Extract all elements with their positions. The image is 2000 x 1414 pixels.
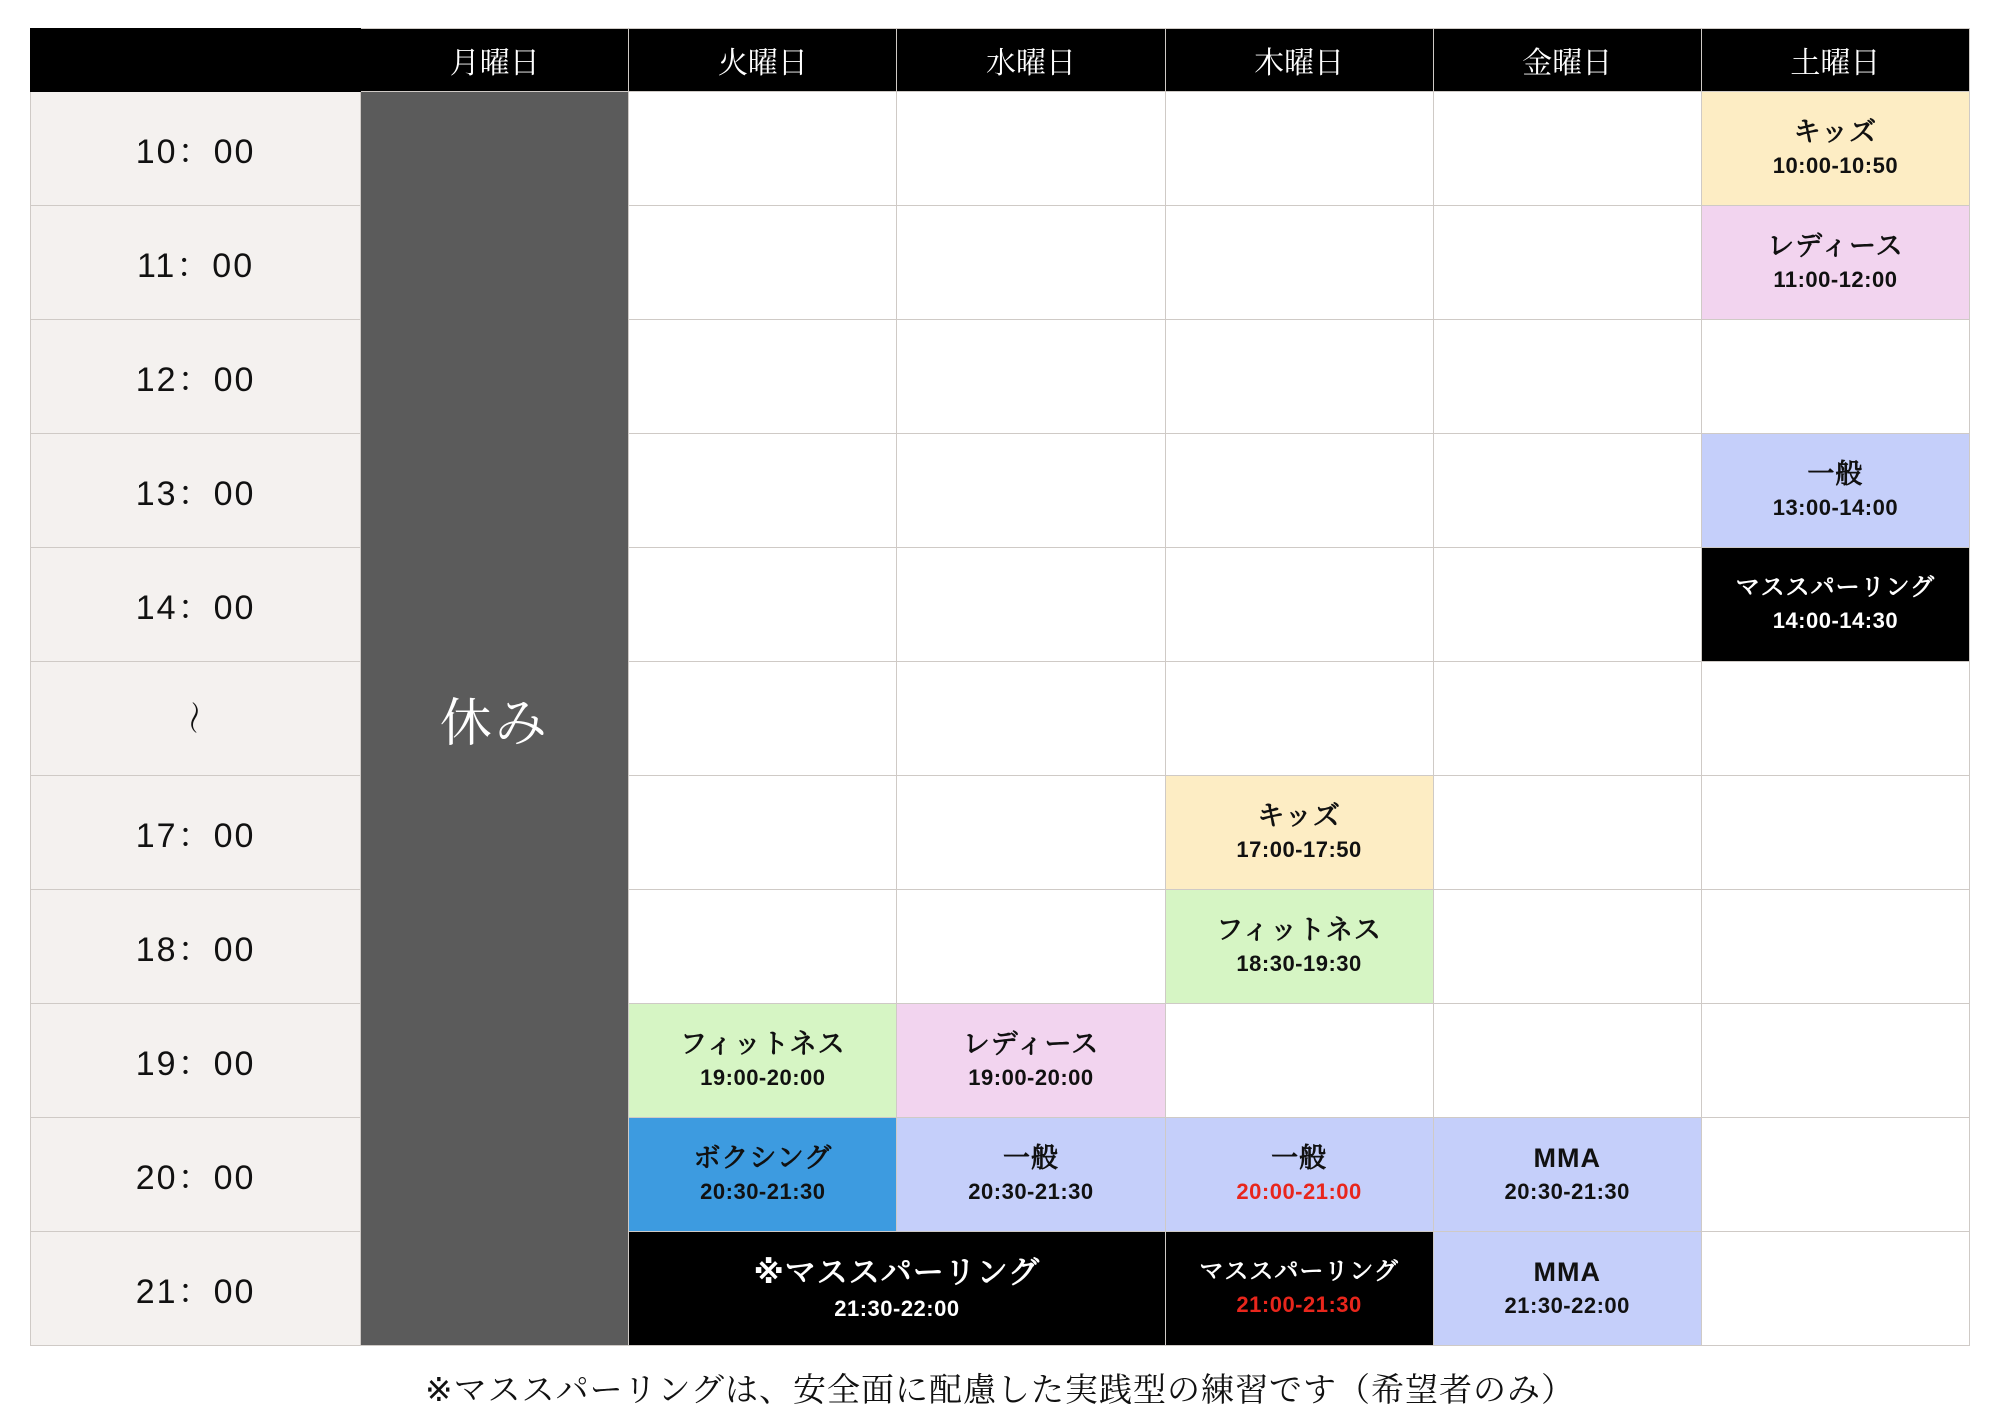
class-name: MMA: [1533, 1143, 1601, 1173]
class-block-wed-ladies[interactable]: [897, 1004, 1164, 1117]
cell-fri-1700: [1433, 776, 1701, 890]
time-label-1700: 17：00: [31, 776, 361, 890]
header-corner: [31, 29, 361, 92]
cell-wed-range: [897, 662, 1165, 776]
cell-tue-1300: [629, 434, 897, 548]
class-time: 13:00-14:00: [1772, 495, 1899, 521]
table-row: [31, 1004, 1970, 1118]
cell-thu-1900: [1165, 1004, 1433, 1118]
time-label-1300: 13：00: [31, 434, 361, 548]
cell-wed-1900[interactable]: [897, 1004, 1165, 1118]
cell-sat-1200: [1701, 320, 1969, 434]
class-block-tue-fitness[interactable]: [629, 1004, 896, 1117]
footnote-text: ※マススパーリングは、安全面に配慮した実践型の練習です（希望者のみ）: [425, 1371, 1575, 1408]
cell-thu-range: [1165, 662, 1433, 776]
class-time: 21:30-22:00: [1504, 1293, 1630, 1319]
time-label-1000: 10：00: [31, 92, 361, 206]
cell-thu-1200: [1165, 320, 1433, 434]
cell-sat-2100: [1701, 1232, 1969, 1346]
class-time: 10:00-10:50: [1772, 153, 1899, 179]
class-time: 20:30-21:30: [968, 1179, 1094, 1205]
class-name: レディース: [962, 1029, 1100, 1059]
cell-wed-1200: [897, 320, 1165, 434]
cell-wed-1000: [897, 92, 1165, 206]
time-label-2000: 20：00: [31, 1118, 361, 1232]
cell-tue-2000[interactable]: [629, 1118, 897, 1232]
cell-fri-1100: [1433, 206, 1701, 320]
table-row: [31, 1232, 1970, 1346]
closed-cell-monday: 休み: [361, 92, 629, 1346]
cell-sat-1700: [1701, 776, 1969, 890]
table-row: [31, 92, 1970, 206]
cell-tue-1700: [629, 776, 897, 890]
cell-thu-1100: [1165, 206, 1433, 320]
cell-wed-1800: [897, 890, 1165, 1004]
cell-sat-2000: [1701, 1118, 1969, 1232]
cell-fri-1900: [1433, 1004, 1701, 1118]
class-name: キッズ: [1257, 801, 1341, 831]
time-label-range: [31, 662, 361, 776]
cell-tue-1900[interactable]: [629, 1004, 897, 1118]
class-name: マススパーリング: [1199, 1257, 1399, 1285]
table-row: [31, 662, 1970, 776]
class-block-sat-ladies[interactable]: [1702, 206, 1969, 319]
table-row: [31, 890, 1970, 1004]
cell-tue-1400: [629, 548, 897, 662]
class-time: 19:00-20:00: [700, 1065, 826, 1091]
class-time: 21:30-22:00: [834, 1295, 960, 1321]
class-name: 一般: [1807, 459, 1864, 489]
cell-tue-range: [629, 662, 897, 776]
table-row: [31, 1118, 1970, 1232]
table-row: [31, 548, 1970, 662]
header-day-tuesday: 火曜日: [629, 29, 897, 92]
class-time: 19:00-20:00: [968, 1065, 1094, 1091]
cell-fri-range: [1433, 662, 1701, 776]
cell-thu-1000: [1165, 92, 1433, 206]
header-day-monday: 月曜日: [361, 29, 629, 92]
class-block-fri-mma-late[interactable]: [1434, 1232, 1701, 1345]
cell-fri-1800: [1433, 890, 1701, 1004]
time-label-1400: 14：00: [31, 548, 361, 662]
class-name: レディース: [1767, 231, 1904, 261]
weekly-schedule-table: [30, 28, 1970, 1346]
class-time: 18:30-19:30: [1236, 951, 1362, 977]
cell-wed-1300: [897, 434, 1165, 548]
class-name: 一般: [1271, 1143, 1328, 1173]
time-label-1200: 12：00: [31, 320, 361, 434]
class-block-tue-boxing[interactable]: [629, 1118, 896, 1231]
cell-wed-1100: [897, 206, 1165, 320]
tilde-symbol: 〜: [173, 700, 212, 737]
cell-thu-1700[interactable]: [1165, 776, 1433, 890]
class-block-tuewed-mass-sparring[interactable]: [629, 1232, 1164, 1345]
class-block-thu-general[interactable]: [1166, 1118, 1433, 1231]
time-label-1100: 11：00: [31, 206, 361, 320]
cell-sat-range: [1701, 662, 1969, 776]
header-row: [31, 29, 1970, 92]
class-time: 14:00-14:30: [1772, 607, 1899, 633]
cell-sat-1000[interactable]: [1701, 92, 1969, 206]
cell-thu-1800[interactable]: [1165, 890, 1433, 1004]
cell-tuewed-2100[interactable]: [629, 1232, 1165, 1346]
cell-wed-1400: [897, 548, 1165, 662]
cell-fri-1200: [1433, 320, 1701, 434]
cell-wed-1700: [897, 776, 1165, 890]
cell-tue-1100: [629, 206, 897, 320]
cell-thu-2100[interactable]: [1165, 1232, 1433, 1346]
table-row: [31, 206, 1970, 320]
class-block-sat-kids[interactable]: [1702, 92, 1969, 205]
cell-sat-1300[interactable]: [1701, 434, 1969, 548]
table-header: [31, 29, 1970, 92]
cell-sat-1100[interactable]: [1701, 206, 1969, 320]
class-time: 17:00-17:50: [1236, 837, 1362, 863]
cell-wed-2000[interactable]: [897, 1118, 1165, 1232]
header-day-wednesday: 水曜日: [897, 29, 1165, 92]
cell-fri-2100[interactable]: [1433, 1232, 1701, 1346]
class-block-wed-general[interactable]: [897, 1118, 1164, 1231]
cell-sat-1400[interactable]: [1701, 548, 1969, 662]
class-name: MMA: [1533, 1257, 1601, 1287]
cell-thu-1400: [1165, 548, 1433, 662]
class-block-fri-mma[interactable]: [1434, 1118, 1701, 1231]
header-day-thursday: 木曜日: [1165, 29, 1433, 92]
cell-sat-1800: [1701, 890, 1969, 1004]
class-block-sat-mass-sparring[interactable]: [1702, 548, 1969, 661]
table-row: [31, 776, 1970, 890]
class-name: 一般: [1002, 1143, 1059, 1173]
class-name: フィットネス: [680, 1029, 846, 1059]
cell-fri-1300: [1433, 434, 1701, 548]
class-time: 21:00-21:30: [1236, 1291, 1362, 1317]
cell-fri-1000: [1433, 92, 1701, 206]
time-label-1900: 19：00: [31, 1004, 361, 1118]
class-name: フィットネス: [1216, 915, 1382, 945]
class-block-thu-fitness[interactable]: [1166, 890, 1433, 1003]
time-label-1800: 18：00: [31, 890, 361, 1004]
cell-fri-1400: [1433, 548, 1701, 662]
cell-sat-1900: [1701, 1004, 1969, 1118]
class-name: ※マススパーリング: [753, 1254, 1041, 1290]
header-day-saturday: 土曜日: [1701, 29, 1969, 92]
class-block-sat-general[interactable]: [1702, 434, 1969, 547]
class-time: 20:30-21:30: [700, 1179, 826, 1205]
table-row: [31, 320, 1970, 434]
class-block-thu-kids[interactable]: [1166, 776, 1433, 889]
cell-thu-1300: [1165, 434, 1433, 548]
class-block-thu-mass-sparring[interactable]: [1166, 1232, 1433, 1345]
class-name: キッズ: [1793, 117, 1878, 147]
header-day-friday: 金曜日: [1433, 29, 1701, 92]
class-time: 20:00-21:00: [1236, 1179, 1362, 1205]
class-time: 20:30-21:30: [1504, 1179, 1630, 1205]
cell-thu-2000[interactable]: [1165, 1118, 1433, 1232]
class-name: ボクシング: [693, 1143, 833, 1173]
class-name: マススパーリング: [1735, 573, 1936, 601]
cell-tue-1800: [629, 890, 897, 1004]
table-row: [31, 434, 1970, 548]
class-time: 11:00-12:00: [1773, 267, 1898, 293]
time-label-2100: 21：00: [31, 1232, 361, 1346]
cell-tue-1200: [629, 320, 897, 434]
cell-tue-1000: [629, 92, 897, 206]
cell-fri-2000[interactable]: [1433, 1118, 1701, 1232]
table-body: [31, 92, 1970, 1346]
